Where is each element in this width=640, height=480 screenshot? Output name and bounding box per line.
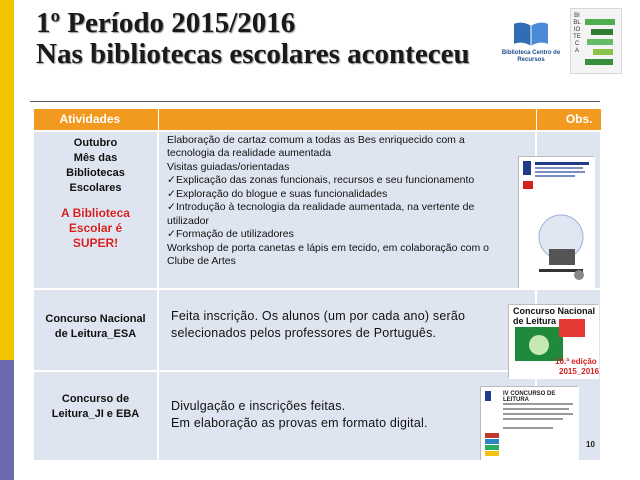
poster-edition: 10.ª edição — [555, 357, 597, 366]
description-line: Divulgação e inscrições feitas. — [171, 398, 346, 413]
page-number: 10 — [586, 440, 595, 449]
biblioteca-vertical-text: BIBLIOTECA — [573, 13, 581, 54]
description-line: Clube de Artes — [167, 255, 236, 267]
description-line: Feita inscrição. Os alunos (um por cada ano) serão — [171, 308, 466, 323]
activity-label: de Leitura_ESA — [54, 327, 137, 340]
title-line-1: 1º Período 2015/2016 — [36, 7, 296, 39]
table-header-row — [33, 109, 601, 131]
description-line: ✓Introdução à tecnologia da realidade aumentada, na vertente de — [167, 201, 475, 213]
description-line: Visitas guiadas/orientadas — [167, 160, 290, 173]
check-icon: ✓ — [167, 201, 176, 213]
description-line: Workshop de porta canetas e lápis em tecido, em colaboração com o — [167, 241, 489, 254]
description-line: Em elaboração as provas em formato digital. — [171, 415, 428, 430]
description-line: utilizador — [167, 214, 210, 227]
description-line: tecnologia da realidade aumentada — [167, 147, 332, 159]
description-cell — [158, 289, 536, 371]
activity-label: Mês das — [73, 151, 118, 164]
activity-label: Concurso Nacional — [45, 312, 146, 325]
activity-cell — [33, 371, 158, 461]
description-line: ✓Exploração do blogue e suas funcionalidades — [167, 187, 388, 200]
header-obs: Obs. — [536, 109, 601, 131]
left-accent-bar-yellow — [0, 0, 14, 360]
left-accent-bar-purple — [0, 360, 14, 480]
activity-label: Concurso de — [61, 392, 130, 405]
title-divider — [30, 101, 600, 102]
header-atividades: Atividades — [33, 109, 158, 131]
activity-label: Leitura_JI e EBA — [51, 407, 140, 420]
open-book-icon — [512, 20, 550, 48]
title-line-2: Nas bibliotecas escolares aconteceu — [36, 38, 470, 70]
description-line: Elaboração de cartaz comum a todas as Bes enriquecido com a — [167, 133, 465, 146]
slogan-line: SUPER! — [72, 235, 119, 250]
activity-label: Outubro — [73, 136, 118, 149]
activity-cell — [33, 289, 158, 371]
slogan-line: A Biblioteca — [61, 205, 130, 220]
poster-year: 2015_2016 — [559, 367, 600, 376]
activity-cell — [33, 131, 158, 289]
description-line: selecionados pelos professores de Português. — [171, 325, 437, 340]
poster-thumbnail-bibliotecas — [518, 156, 594, 288]
highlight-slogan — [34, 206, 157, 251]
check-icon: ✓ — [167, 174, 176, 186]
slogan-line: Escolar é — [68, 220, 123, 235]
slide-title — [36, 8, 470, 70]
description-line: ✓Explicação das zonas funcionais, recursos e seu funcionamento — [167, 174, 475, 186]
activity-label: Escolares — [69, 181, 122, 194]
description-line: ✓Formação de utilizadores — [167, 228, 294, 240]
table-row — [33, 131, 601, 289]
description-cell — [158, 131, 536, 289]
poster-title: Concurso Nacional de Leitura — [513, 306, 596, 326]
library-logo-text: Biblioteca Centro de Recursos — [501, 50, 561, 63]
poster-thumbnail-cnl — [508, 304, 598, 378]
poster-thumbnail-concurso — [480, 386, 578, 460]
library-logo — [498, 20, 564, 64]
poster-graphic-icon — [519, 157, 595, 289]
biblioteca-logo — [570, 8, 622, 74]
poster-title: IV CONCURSO DE LEITURA — [503, 391, 556, 403]
activity-label: Bibliotecas — [66, 166, 125, 179]
header-empty — [158, 109, 536, 131]
check-icon: ✓ — [167, 187, 176, 200]
check-icon: ✓ — [167, 228, 176, 240]
